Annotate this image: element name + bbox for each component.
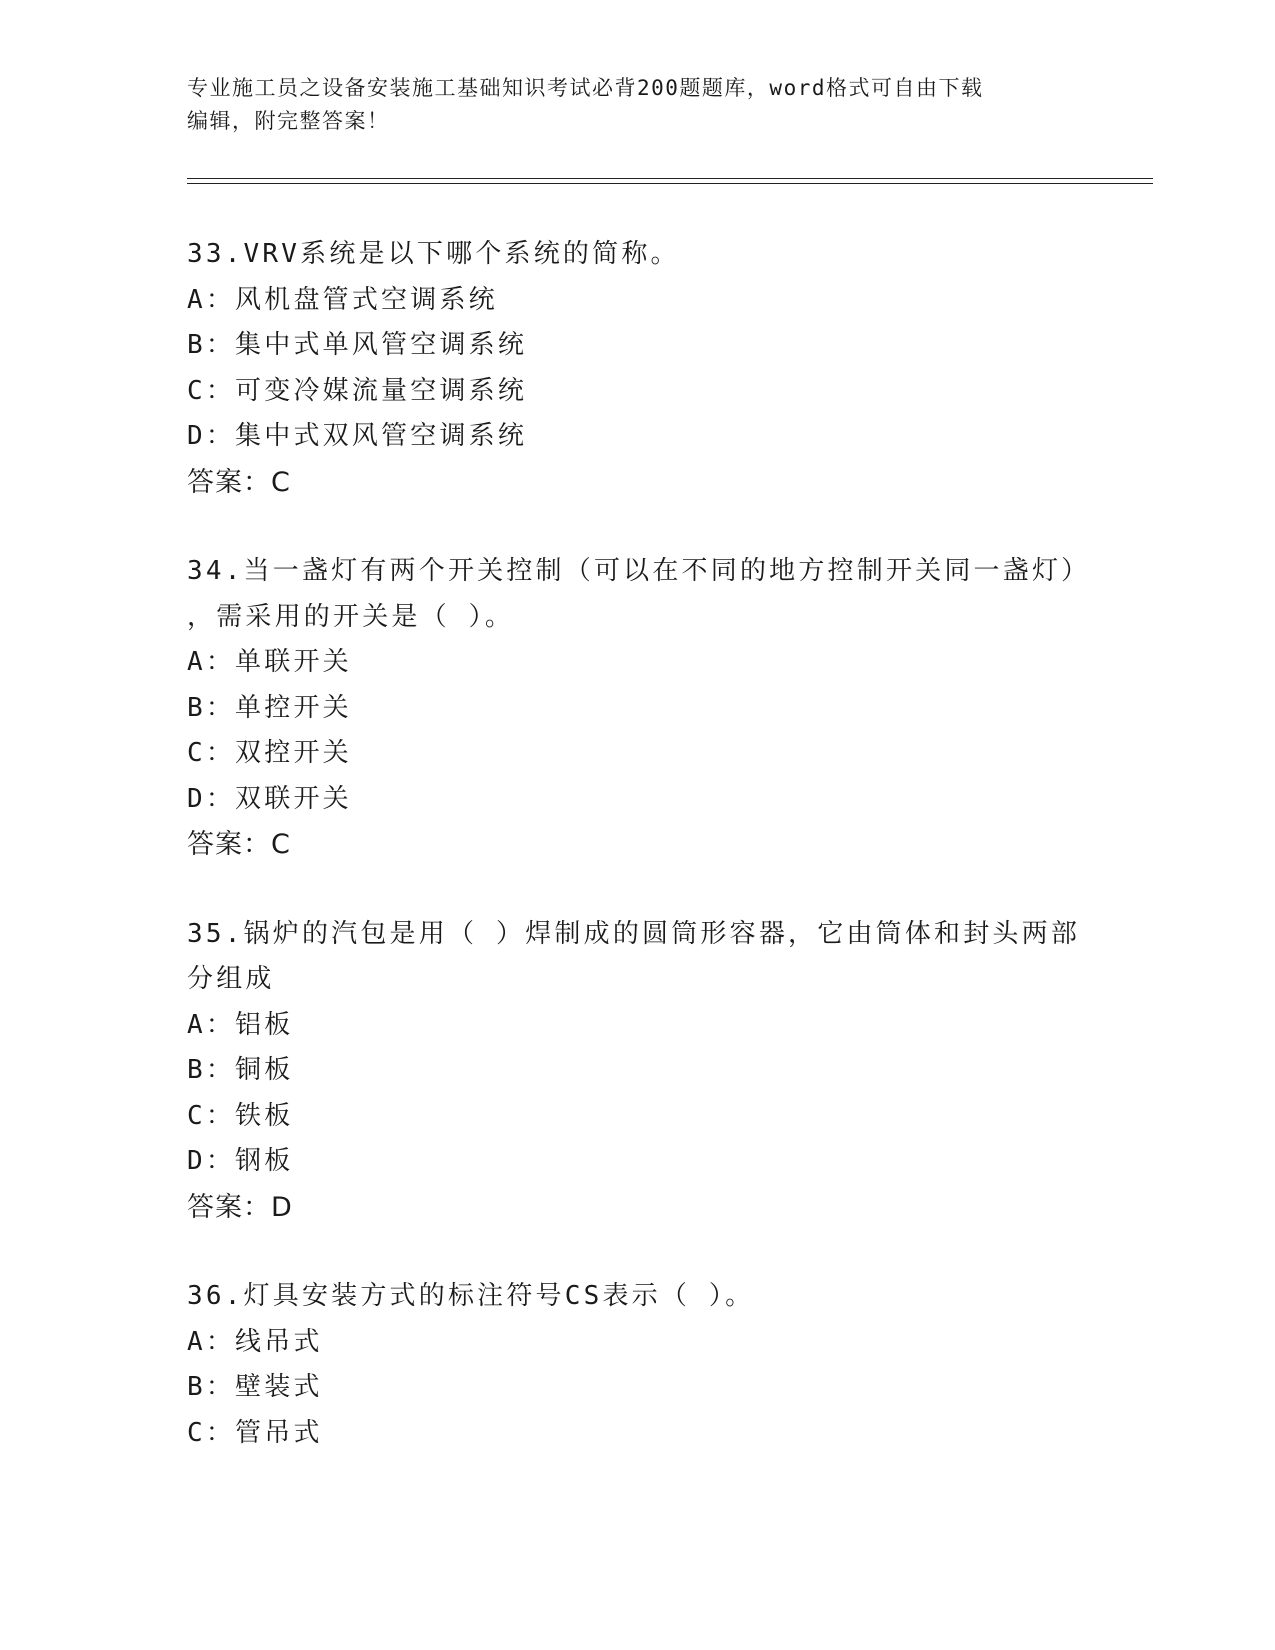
option-a: A：线吊式 [187,1326,323,1357]
answer-line: 答案：D [187,1191,293,1223]
question-text-continued: ，需采用的开关是（ ）。 [187,601,515,632]
question-35 [187,912,1087,1231]
question-text: 36.灯具安装方式的标注符号CS表示（ ）。 [187,1281,755,1311]
option-a: A：风机盘管式空调系统 [187,284,498,315]
option-c: C：管吊式 [187,1417,323,1448]
question-text: 33.VRV系统是以下哪个系统的简称。 [187,239,680,269]
header-divider-bottom [187,183,1153,184]
document-header [187,72,1067,138]
option-c: C：铁板 [187,1100,294,1131]
question-34 [187,549,1091,868]
option-c: C：可变冷媒流量空调系统 [187,375,528,406]
question-text: 35.锅炉的汽包是用（ ）焊制成的圆筒形容器，它由筒体和封头两部 [187,918,1081,949]
question-list [187,232,1091,1500]
option-b: B：壁装式 [187,1372,323,1402]
answer-line: 答案：C [187,466,291,498]
option-b: B：铜板 [187,1055,294,1085]
header-divider-top [187,178,1153,179]
option-a: A：单联开关 [187,647,352,677]
option-b: B：单控开关 [187,692,352,723]
question-33 [187,232,1087,505]
option-d: D：双联开关 [187,783,352,814]
question-text: 34.当一盏灯有两个开关控制（可以在不同的地方控制开关同一盏灯） [187,556,1091,586]
header-line-1: 专业施工员之设备安装施工基础知识考试必背200题题库，word格式可自由下载 [187,76,984,100]
option-a: A：铝板 [187,1009,294,1040]
question-36 [187,1274,1087,1456]
option-d: D：钢板 [187,1146,294,1176]
option-c: C：双控开关 [187,738,352,768]
answer-line: 答案：C [187,829,291,860]
option-b: B：集中式单风管空调系统 [187,330,528,360]
option-d: D：集中式双风管空调系统 [187,421,528,451]
question-text-continued: 分组成 [187,964,275,994]
header-line-2: 编辑，附完整答案！ [187,109,390,133]
